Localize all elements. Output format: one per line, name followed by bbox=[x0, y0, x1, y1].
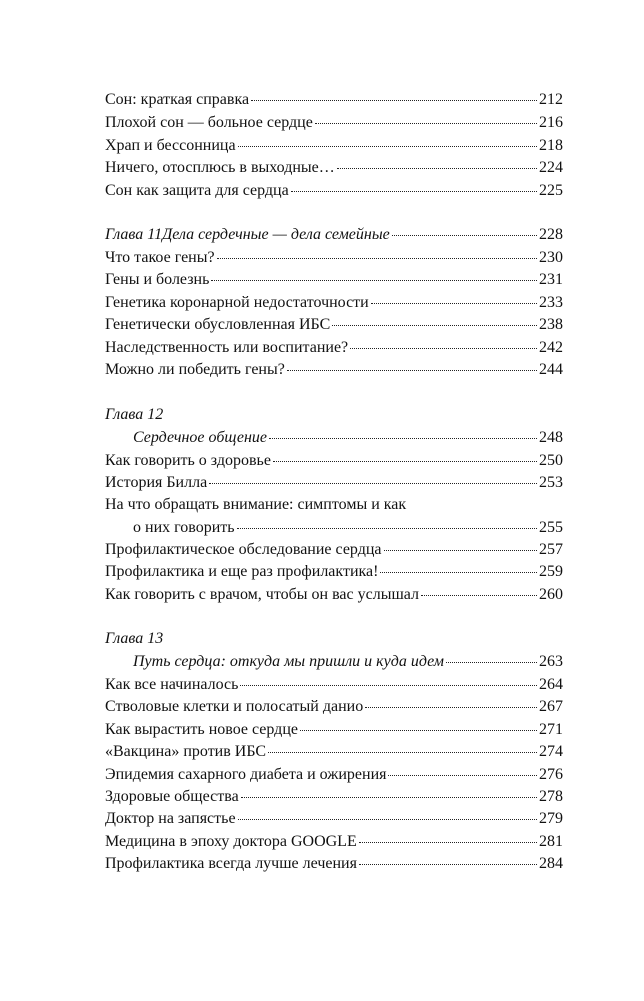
toc-entry-title: Медицина в эпоху доктора GOOGLE bbox=[105, 833, 357, 850]
leader-dots bbox=[359, 863, 537, 865]
toc-entry[interactable] bbox=[105, 337, 563, 359]
toc-entry-title: Что такое гены? bbox=[105, 249, 215, 266]
toc-entry-page: 267 bbox=[539, 698, 563, 715]
leader-dots bbox=[217, 257, 537, 259]
leader-dots bbox=[365, 706, 537, 708]
leader-dots bbox=[350, 347, 537, 349]
leader-dots bbox=[446, 661, 537, 663]
leader-dots bbox=[384, 549, 537, 551]
chapter-title: Глава 11Дела сердечные — дела семейные bbox=[105, 226, 390, 243]
toc-entry-page: 216 bbox=[539, 114, 563, 131]
toc-entry-title: Можно ли победить гены? bbox=[105, 361, 285, 378]
toc-entry-page: 276 bbox=[539, 766, 563, 783]
toc-entry-page: 278 bbox=[539, 788, 563, 805]
toc-entry-page: 253 bbox=[539, 474, 563, 491]
toc-chapter-12[interactable] bbox=[105, 427, 563, 449]
toc-entry[interactable] bbox=[105, 180, 563, 202]
chapter-13-heading: Глава 13 bbox=[105, 630, 164, 647]
toc-entry-title: о них говорить bbox=[133, 519, 235, 536]
toc-entry[interactable] bbox=[105, 674, 563, 696]
toc-entry[interactable] bbox=[105, 539, 563, 561]
toc-entry[interactable] bbox=[105, 472, 563, 494]
toc-entry-title: Как вырастить новое сердце bbox=[105, 721, 298, 738]
toc-entry[interactable] bbox=[105, 112, 563, 134]
toc-chapter-13[interactable] bbox=[105, 651, 563, 673]
chapter-title: Сердечное общение bbox=[133, 429, 267, 446]
toc-entry-page: 279 bbox=[539, 810, 563, 827]
toc-entry-title: Как говорить о здоровье bbox=[105, 452, 271, 469]
leader-dots bbox=[273, 460, 537, 462]
toc-entry-page: 274 bbox=[539, 743, 563, 760]
toc-entry-page: 218 bbox=[539, 137, 563, 154]
toc-entry-title: Доктор на запястье bbox=[105, 810, 236, 827]
toc-entry-page: 259 bbox=[539, 563, 563, 580]
toc-entry[interactable] bbox=[105, 831, 563, 853]
toc-entry-title: Как говорить с врачом, чтобы он вас услышал bbox=[105, 586, 419, 603]
toc-entry-title: Сон: краткая справка bbox=[105, 91, 250, 108]
toc-entry-title: Храп и бессонница bbox=[105, 137, 236, 154]
toc-entry-page: 284 bbox=[539, 855, 563, 872]
toc-entry[interactable] bbox=[105, 157, 563, 179]
leader-dots bbox=[240, 684, 537, 686]
toc-entry[interactable] bbox=[105, 247, 563, 269]
chapter-title: Путь сердца: откуда мы пришли и куда идем bbox=[133, 653, 445, 670]
leader-dots bbox=[371, 302, 537, 304]
leader-dots bbox=[300, 729, 537, 731]
toc-entry-page: 248 bbox=[539, 429, 563, 446]
toc-entry[interactable] bbox=[105, 786, 563, 808]
toc-entry-page: 233 bbox=[539, 294, 563, 311]
leader-dots bbox=[291, 190, 537, 192]
toc-entry-page: 257 bbox=[539, 541, 563, 558]
leader-dots bbox=[332, 324, 537, 326]
leader-dots bbox=[315, 122, 537, 124]
leader-dots bbox=[421, 594, 537, 596]
toc-entry[interactable] bbox=[105, 89, 563, 111]
leader-dots bbox=[269, 437, 537, 439]
table-of-contents bbox=[105, 0, 563, 1001]
leader-dots bbox=[241, 796, 537, 798]
toc-entry-title: Сон как защита для сердца bbox=[105, 182, 289, 199]
toc-entry-title: Гены и болезнь bbox=[105, 271, 210, 288]
toc-entry-title: Генетически обусловленная ИБС bbox=[105, 316, 331, 333]
toc-entry[interactable] bbox=[105, 584, 563, 606]
leader-dots bbox=[380, 571, 537, 573]
leader-dots bbox=[209, 482, 537, 484]
toc-entry-title: «Вакцина» против ИБС bbox=[105, 743, 267, 760]
toc-entry-title: Стволовые клетки и полосатый данио bbox=[105, 698, 364, 715]
toc-entry-page: 260 bbox=[539, 586, 563, 603]
toc-entry-page: 225 bbox=[539, 182, 563, 199]
toc-entry-page: 212 bbox=[539, 91, 563, 108]
leader-dots bbox=[287, 369, 537, 371]
toc-entry-first-line[interactable]: На что обращать внимание: симптомы и как bbox=[105, 496, 407, 513]
leader-dots bbox=[238, 818, 537, 820]
toc-entry-page: 230 bbox=[539, 249, 563, 266]
toc-entry-page: 250 bbox=[539, 452, 563, 469]
leader-dots bbox=[388, 774, 537, 776]
toc-entry[interactable] bbox=[105, 719, 563, 741]
toc-entry-title: История Билла bbox=[105, 474, 208, 491]
toc-entry-page: 263 bbox=[539, 653, 563, 670]
toc-entry-title: Генетика коронарной недостаточности bbox=[105, 294, 369, 311]
toc-entry-title: Как все начиналось bbox=[105, 676, 239, 693]
toc-entry-title: Здоровые общества bbox=[105, 788, 239, 805]
leader-dots bbox=[337, 167, 537, 169]
toc-entry-title: Наследственность или воспитание? bbox=[105, 339, 349, 356]
leader-dots bbox=[268, 751, 537, 753]
leader-dots bbox=[392, 234, 537, 236]
toc-entry[interactable] bbox=[105, 359, 563, 381]
toc-entry[interactable] bbox=[105, 135, 563, 157]
toc-entry-title: Эпидемия сахарного диабета и ожирения bbox=[105, 766, 387, 783]
toc-entry[interactable] bbox=[105, 741, 563, 763]
leader-dots bbox=[211, 279, 537, 281]
toc-entry-page: 224 bbox=[539, 159, 563, 176]
toc-entry-page: 255 bbox=[539, 519, 563, 536]
leader-dots bbox=[237, 527, 537, 529]
toc-entry-page: 242 bbox=[539, 339, 563, 356]
leader-dots bbox=[359, 841, 537, 843]
chapter-12-heading: Глава 12 bbox=[105, 406, 164, 423]
toc-entry-title: Профилактика всегда лучше лечения bbox=[105, 855, 357, 872]
toc-entry-title: Ничего, отосплюсь в выходные… bbox=[105, 159, 335, 176]
toc-entry[interactable] bbox=[105, 764, 563, 786]
toc-entry-title: Плохой сон — больное сердце bbox=[105, 114, 313, 131]
toc-entry[interactable] bbox=[105, 808, 563, 830]
toc-entry[interactable] bbox=[105, 450, 563, 472]
leader-dots bbox=[251, 99, 537, 101]
toc-entry-page: 271 bbox=[539, 721, 563, 738]
toc-entry-page: 231 bbox=[539, 271, 563, 288]
toc-entry-title: Профилактика и еще раз профилактика! bbox=[105, 563, 379, 580]
toc-entry[interactable] bbox=[105, 269, 563, 291]
toc-entry[interactable] bbox=[105, 292, 563, 314]
toc-entry-page: 228 bbox=[539, 226, 563, 243]
toc-entry-title: Профилактическое обследование сердца bbox=[105, 541, 382, 558]
toc-entry-page: 238 bbox=[539, 316, 563, 333]
toc-entry-page: 281 bbox=[539, 833, 563, 850]
toc-entry[interactable] bbox=[105, 517, 563, 539]
toc-entry[interactable] bbox=[105, 314, 563, 336]
toc-entry-page: 244 bbox=[539, 361, 563, 378]
toc-entry-page: 264 bbox=[539, 676, 563, 693]
toc-chapter-11[interactable] bbox=[105, 224, 563, 246]
leader-dots bbox=[238, 145, 537, 147]
toc-entry[interactable] bbox=[105, 561, 563, 583]
toc-entry[interactable] bbox=[105, 853, 563, 875]
toc-entry[interactable] bbox=[105, 696, 563, 718]
